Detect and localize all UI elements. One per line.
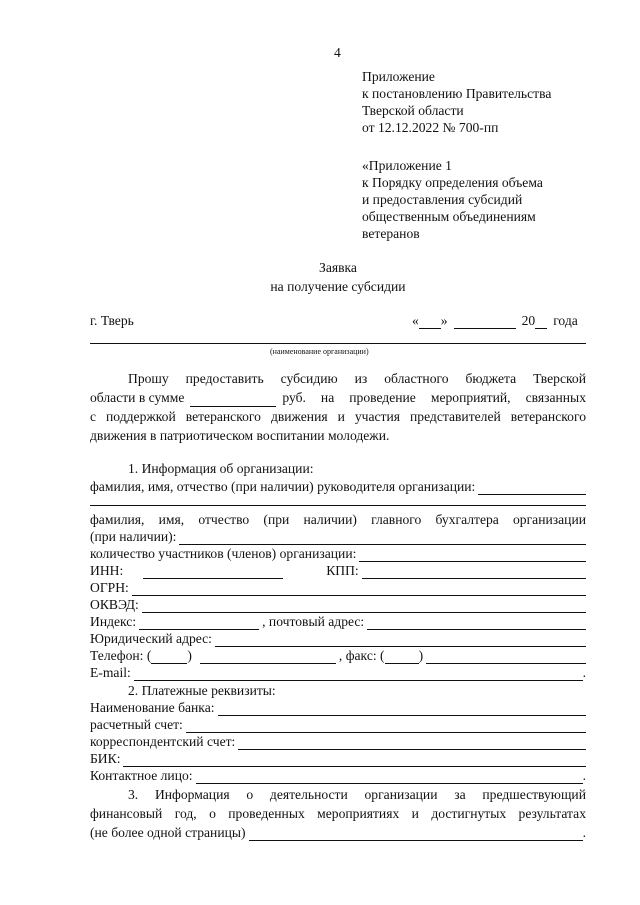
head-fio-line2[interactable] [90, 505, 586, 506]
email-row: E-mail: . [90, 665, 586, 680]
okved-row: ОКВЭД: [90, 596, 586, 613]
section2-title: 2. Платежные реквизиты: [128, 683, 276, 698]
section3-line1: 3. Информация о деятельности организации за предшествующий [128, 787, 586, 802]
accountant-blank[interactable] [179, 532, 586, 545]
day-blank[interactable] [419, 316, 441, 329]
inn-kpp-row: ИНН: КПП: [90, 562, 586, 579]
date-field: « » 20 года [412, 313, 578, 328]
index-blank[interactable] [139, 617, 259, 630]
month-blank[interactable] [454, 316, 516, 329]
bank-row: Наименование банка: [90, 699, 586, 716]
accountant-row: (при наличии): [90, 528, 586, 545]
kpp-blank[interactable] [362, 566, 586, 579]
postal-blank[interactable] [367, 617, 586, 630]
year-blank[interactable] [535, 316, 547, 329]
index-postal-row: Индекс: , почтовый адрес: [90, 613, 586, 630]
section1-title: 1. Информация об организации: [128, 461, 314, 476]
account-row: расчетный счет: [90, 716, 586, 733]
title-line: на получение субсидии [270, 279, 406, 294]
amount-blank[interactable] [190, 393, 276, 407]
inn-blank[interactable] [143, 566, 283, 579]
bik-row: БИК: [90, 750, 586, 767]
organization-name-line[interactable] [90, 343, 586, 344]
legal-address-blank[interactable] [215, 634, 586, 647]
header-line: к постановлению Правительства [362, 86, 552, 101]
fax-code-blank[interactable] [385, 651, 419, 664]
request-paragraph: Прошу предоставить субсидию из областного бюджета Тверской области в сумме руб. на проведение мероприятий, связанных с поддержкой ветеранского движения и участия представителей ветеранского движения в патриотическом воспитании молодежи. [90, 371, 586, 443]
members-blank[interactable] [359, 549, 586, 562]
head-fio-row: фамилия, имя, отчество (при наличии) руководителя организации: [90, 478, 586, 495]
accountant-line1: фамилия, имя, отчество (при наличии) главного бухгалтера организации [90, 512, 586, 527]
header-line: Тверской области [362, 103, 464, 118]
page-number: 4 [334, 45, 341, 60]
phone-blank[interactable] [200, 651, 336, 664]
section3-line2: финансовый год, о проведенных мероприятиях и достигнутых результатах [90, 806, 586, 821]
header-line: Приложение [362, 69, 435, 84]
phone-fax-row: Телефон: ( ) , факс: ( ) [90, 647, 586, 664]
ogrn-blank[interactable] [132, 583, 586, 596]
phone-code-blank[interactable] [151, 651, 187, 664]
city: г. Тверь [90, 313, 134, 328]
header-block [362, 68, 551, 136]
bank-blank[interactable] [218, 703, 586, 716]
appendix-block [362, 157, 543, 242]
corr-account-blank[interactable] [238, 737, 586, 750]
members-row: количество участников (членов) организации: [90, 545, 586, 562]
corr-account-row: корреспондентский счет: [90, 733, 586, 750]
section3-row: (не более одной страницы) . [90, 825, 586, 840]
head-fio-blank[interactable] [478, 482, 586, 495]
account-blank[interactable] [186, 720, 586, 733]
appendix-line: и предоставления субсидий [362, 192, 523, 207]
okved-blank[interactable] [142, 600, 586, 613]
contact-row: Контактное лицо: . [90, 768, 586, 783]
bik-blank[interactable] [123, 754, 586, 767]
appendix-line: к Порядку определения объема [362, 175, 543, 190]
header-line: от 12.12.2022 № 700-пп [362, 120, 499, 135]
appendix-line: ветеранов [362, 226, 420, 241]
org-caption: (наименование организации) [270, 347, 369, 356]
contact-blank[interactable] [196, 771, 583, 784]
fax-blank[interactable] [426, 651, 586, 664]
appendix-line: общественным объединениям [362, 209, 536, 224]
appendix-line: «Приложение 1 [362, 158, 452, 173]
title-line: Заявка [319, 260, 357, 275]
section3-blank[interactable] [249, 828, 583, 841]
ogrn-row: ОГРН: [90, 579, 586, 596]
email-blank[interactable] [134, 668, 583, 681]
legal-address-row: Юридический адрес: [90, 630, 586, 647]
document-title [90, 258, 586, 296]
